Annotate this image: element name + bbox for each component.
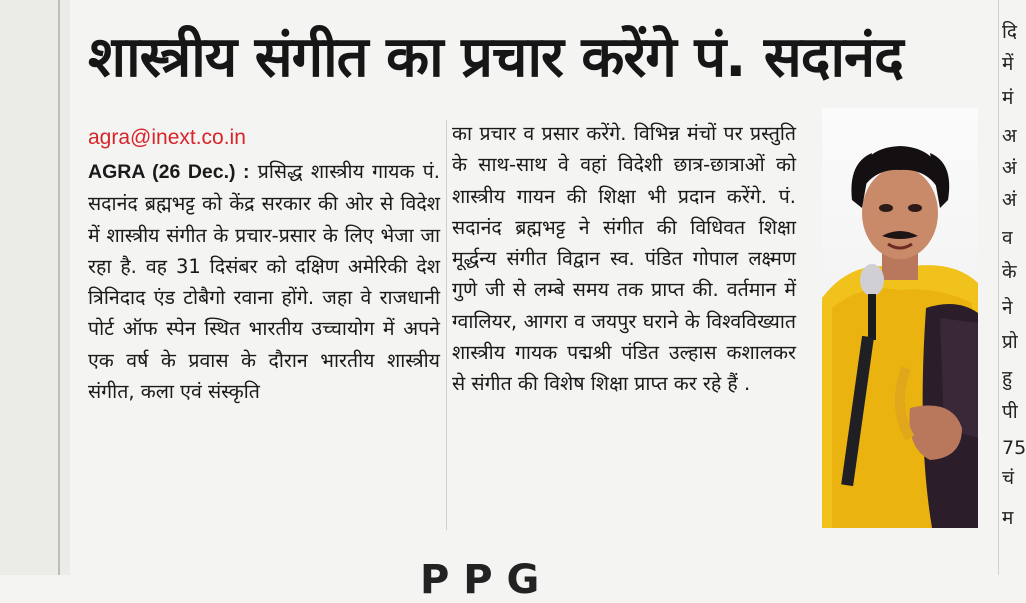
fragment-line: 75 xyxy=(1002,437,1026,459)
headline: शास्त्रीय संगीत का प्रचार करेंगे पं. सदानंद xyxy=(88,25,903,90)
left-page-strip xyxy=(0,0,70,575)
fragment-line: पी xyxy=(1002,401,1018,423)
adjacent-article-fragment xyxy=(988,0,1024,575)
reporter-email: agra@inext.co.in xyxy=(88,126,246,149)
fragment-line: अं xyxy=(1002,157,1017,179)
fragment-line: के xyxy=(1002,261,1017,283)
fragment-line: में xyxy=(1002,53,1014,75)
article-paragraph-1 xyxy=(88,156,440,407)
column-1-text: प्रसिद्ध शास्त्रीय गायक पं. सदानंद ब्रह्मभट्ट को केंद्र सरकार की ओर से विदेश में शास्त्रीय संगीत के प्रचार-प्रसार के लिए भेजा जा रहा है. वह 31 दिसंबर को दक्षिण अमेरिकी देश त्रिनिदाद एंड टोबैगो रवाना होंगे. जहा वे राजधानी पोर्ट ऑफ स्पेन स्थित भारतीय उच्चायोग में अपने एक वर्ष के प्रवास के दौरान भारतीय शास्त्रीय संगीत, कला एवं संस्कृति xyxy=(88,160,440,404)
article-column-2 xyxy=(452,118,796,400)
fragment-line: मं xyxy=(1002,87,1014,109)
column-2-text: का प्रचार व प्रसार करेंगे. विभिन्न मंचों पर प्रस्तुति के साथ-साथ वे वहां विदेशी छात्र-छात्राओं को शास्त्रीय गायन की शिक्षा भी प्रदान करेंगे. पं. सदानंद ब्रह्मभट्ट ने संगीत की विधिवत शिक्षा मूर्द्धन्य संगीत विद्वान स्व. पंडित गोपाल लक्ष्मण गुणे जी से लम्बे समय तक प्राप्त की. वर्तमान में ग्वालियर, आगरा व जयपुर घराने के विश्वविख्यात शास्त्रीय गायक पद्मश्री पंडित उल्हास कशालकर से संगीत की विशेष शिक्षा प्राप्त कर रहे हैं . xyxy=(452,122,796,396)
fragment-line: प्रो xyxy=(1002,331,1018,353)
dateline: AGRA (26 Dec.) : xyxy=(88,161,250,183)
fragment-line: म xyxy=(1002,507,1014,529)
left-column-rule xyxy=(58,0,60,575)
column-divider xyxy=(446,120,447,530)
fragment-line: हु xyxy=(1002,367,1013,389)
singer-photo xyxy=(822,108,978,528)
fragment-line: चं xyxy=(1002,467,1015,489)
fragment-line: व xyxy=(1002,227,1013,249)
fragment-line: दि xyxy=(1002,21,1018,43)
singer-portrait-image xyxy=(822,108,978,528)
fragment-line: ने xyxy=(1002,297,1013,319)
fragment-line: अ xyxy=(1002,125,1017,147)
fragment-line: अं xyxy=(1002,189,1017,211)
article-column-1 xyxy=(88,124,440,407)
next-headline-fragment: P P G xyxy=(420,557,540,603)
